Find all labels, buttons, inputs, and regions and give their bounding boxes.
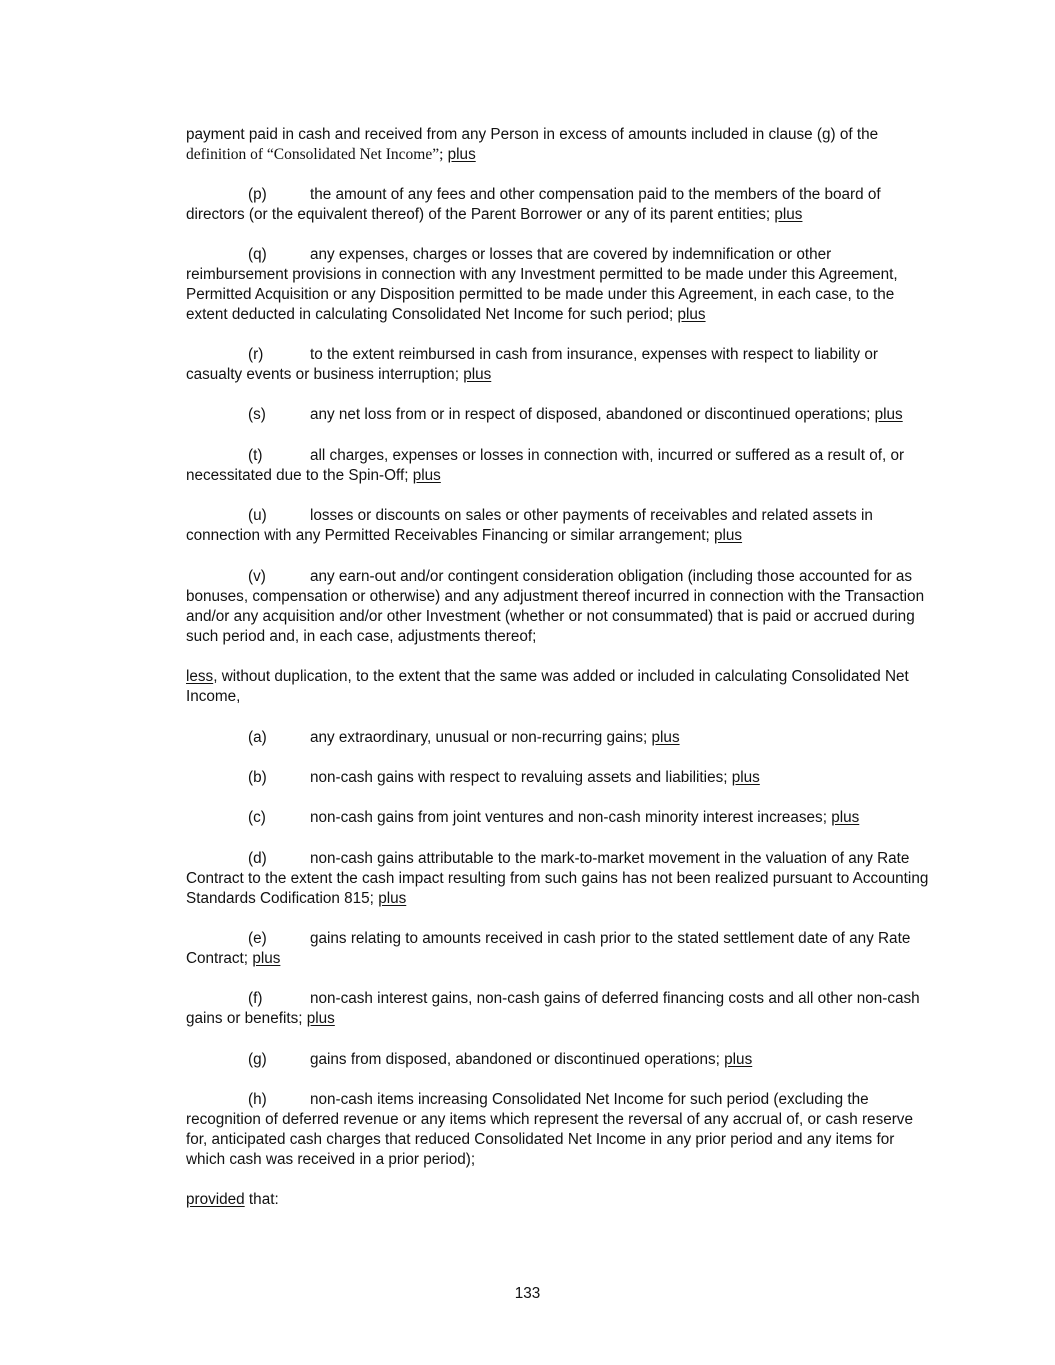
page-number: 133 [514, 1285, 541, 1302]
clause-text-rest: directors (or the equivalent thereof) of the Parent Borrower or any of its parent entities; [186, 206, 771, 223]
clause-text-rest: casualty events or business interruption; [186, 366, 459, 383]
clause-plus: plus [463, 366, 492, 383]
clause-label: (r) [248, 346, 264, 363]
less-clause-g [186, 1050, 930, 1070]
clause-text-first: non-cash gains from joint ventures and non-cash minority interest increases; [310, 809, 827, 826]
clause-text-first: gains from disposed, abandoned or discontinued operations; [310, 1051, 720, 1068]
clause-label: (e) [248, 930, 267, 947]
clause-plus: plus [774, 206, 803, 223]
proviso-text: that: [244, 1191, 279, 1208]
clause-text-first: any net loss from or in respect of disposed, abandoned or discontinued operations; [310, 406, 871, 423]
clause-label: (g) [248, 1051, 267, 1068]
less-clause-h [186, 1090, 930, 1170]
clause-plus: plus [412, 467, 441, 484]
clause-text-first: gains relating to amounts received in cash prior to the stated settlement date of any Rate [310, 930, 911, 947]
clause-text-rest: Contract; [186, 950, 249, 967]
clause-label: (h) [248, 1091, 267, 1108]
clause-label: (a) [248, 729, 267, 746]
less-clause-c [186, 808, 930, 828]
clause-text-rest: connection with any Permitted Receivables Financing or similar arrangement; [186, 527, 710, 544]
less-clause-a [186, 728, 930, 748]
clause-label: (t) [248, 447, 263, 464]
clause-text-first: all charges, expenses or losses in connection with, incurred or suffered as a result of, or [310, 447, 905, 464]
proviso-keyword: provided [186, 1191, 245, 1208]
clause-label: (f) [248, 990, 263, 1007]
clause-text-first: any expenses, charges or losses that are covered by indemnification or other [310, 246, 832, 263]
clause-text-first: any extraordinary, unusual or non-recurring gains; [310, 729, 648, 746]
clause-label: (u) [248, 507, 267, 524]
clause-text-first: to the extent reimbursed in cash from insurance, expenses with respect to liability or [310, 346, 878, 363]
clause-text-first: non-cash interest gains, non-cash gains of deferred financing costs and all other non-cash [310, 990, 920, 1007]
less-clause-b [186, 768, 930, 788]
clause-text-first: the amount of any fees and other compensation paid to the members of the board of [310, 186, 881, 203]
clause-plus: plus [714, 527, 743, 544]
intro-line-1: payment paid in cash and received from any Person in excess of amounts included in clause (g) of the [186, 126, 879, 143]
clause-plus: plus [731, 769, 760, 786]
clause-plus: plus [252, 950, 281, 967]
clause-v [186, 567, 930, 647]
less-clause-e [186, 929, 930, 969]
clause-label: (q) [248, 246, 267, 263]
clause-text-rest: Contract to the extent the cash impact resulting from such gains has not been realized pursuant to Accounting Standards Codification 815; [186, 870, 929, 907]
clause-p [186, 185, 930, 225]
intro-paragraph [186, 125, 930, 165]
clause-text-rest: necessitated due to the Spin-Off; [186, 467, 409, 484]
clause-text-first: non-cash gains attributable to the mark-to-market movement in the valuation of any Rate [310, 850, 910, 867]
clause-plus: plus [677, 306, 706, 323]
clause-text-first: losses or discounts on sales or other payments of receivables and related assets in [310, 507, 873, 524]
less-keyword: less [186, 668, 214, 685]
clause-text-first: non-cash items increasing Consolidated Net Income for such period (excluding the [310, 1091, 869, 1108]
clause-text-rest: reimbursement provisions in connection with any Investment permitted to be made under this Agreement, Permitted Acquisition or any Disposition permitted to be made under this Agreement, in each case, to the extent deducted in calculating Consolidated Net Income for such period; [186, 266, 898, 323]
less-clause-d [186, 849, 930, 909]
clause-plus: plus [724, 1051, 753, 1068]
clause-r [186, 345, 930, 385]
clause-text-rest: gains or benefits; [186, 1010, 303, 1027]
clause-text-first: non-cash gains with respect to revaluing assets and liabilities; [310, 769, 728, 786]
clause-plus: plus [378, 890, 407, 907]
clause-text-rest: recognition of deferred revenue or any items which represent the reversal of any accrual of, or cash reserve for, anticipated cash charges that reduced Consolidated Net Income in any prior period and any items for which cash was received in a prior period); [186, 1111, 913, 1168]
less-text: , without duplication, to the extent that the same was added or included in calculating Consolidated Net Income, [186, 668, 909, 705]
clause-plus: plus [306, 1010, 335, 1027]
clause-t [186, 446, 930, 486]
less-paragraph [186, 667, 930, 707]
clause-label: (b) [248, 769, 267, 786]
clause-u [186, 506, 930, 546]
clause-plus: plus [651, 729, 680, 746]
clause-s [186, 405, 930, 425]
proviso-paragraph [186, 1190, 930, 1210]
clause-plus: plus [874, 406, 903, 423]
clause-label: (p) [248, 186, 267, 203]
clause-label: (d) [248, 850, 267, 867]
clause-label: (s) [248, 406, 266, 423]
intro-line-2: definition of “Consolidated Net Income”; [186, 146, 444, 163]
intro-plus: plus [447, 146, 476, 163]
clause-label: (c) [248, 809, 266, 826]
clause-text-first: any earn-out and/or contingent consideration obligation (including those accounted for as [310, 568, 913, 585]
less-clause-f [186, 989, 930, 1029]
clause-text-rest: bonuses, compensation or otherwise) and any adjustment thereof incurred in connection with the Transaction and/or any acquisition and/or other Investment (whether or not consummated) that is paid or accrued during such period and, in each case, adjustments thereof; [186, 588, 925, 645]
clause-q [186, 245, 930, 325]
clause-label: (v) [248, 568, 266, 585]
clause-plus: plus [831, 809, 860, 826]
